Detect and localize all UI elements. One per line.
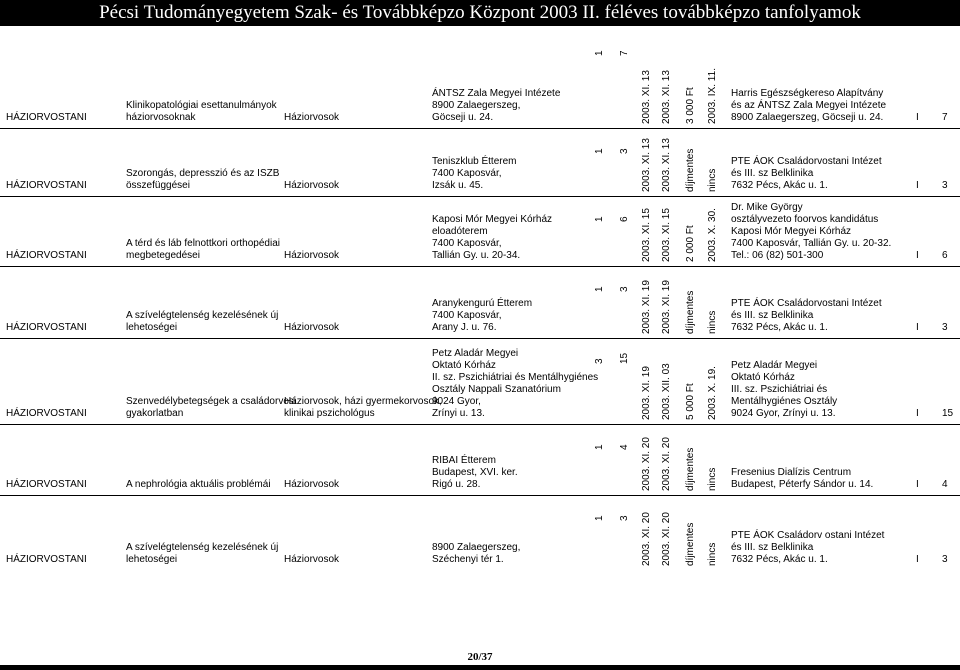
page-number: 20/37: [467, 651, 493, 663]
footer-bar: [0, 665, 960, 670]
credits-cell: 6: [942, 250, 948, 261]
credits-cell: 3: [942, 554, 948, 565]
category-cell: HÁZIORVOSTANI: [6, 322, 87, 333]
contact-cell-line: 8900 Zalaegerszeg, Göcseji u. 24.: [731, 112, 884, 123]
hours-cell: 3: [619, 286, 630, 292]
row-divider: [0, 196, 960, 197]
venue-cell-line: ÁNTSZ Zala Megyei Intézete: [432, 88, 561, 99]
venue-cell-line: 7400 Kaposvár,: [432, 310, 502, 321]
row-divider: [0, 424, 960, 425]
date-from-cell: 2003. XI. 20: [641, 437, 652, 491]
contact-cell-line: 7400 Kaposvár, Tallián Gy. u. 20-32.: [731, 238, 892, 249]
venue-cell-line: 9024 Gyor,: [432, 396, 481, 407]
venue-cell-line: Zrínyi u. 13.: [432, 408, 485, 419]
credits-cell: 7: [942, 112, 948, 123]
code-cell: I: [916, 112, 919, 123]
audience-cell-line: Háziorvosok: [284, 112, 340, 123]
deadline-cell: nincs: [707, 168, 718, 192]
audience-cell-line: klinikai pszichológus: [284, 408, 375, 419]
contact-cell-line: 7632 Pécs, Akác u. 1.: [731, 322, 828, 333]
contact-cell-line: Mentálhygiénes Osztály: [731, 396, 838, 407]
venue-cell-line: Arany J. u. 76.: [432, 322, 497, 333]
credits-cell: 3: [942, 322, 948, 333]
date-to-cell: 2003. XI. 19: [661, 280, 672, 334]
days-cell: 1: [594, 50, 605, 56]
venue-cell-line: Budapest, XVI. ker.: [432, 467, 518, 478]
deadline-cell: 2003. X. 30.: [707, 208, 718, 262]
course-title-line: lehetoségei: [126, 554, 178, 565]
contact-cell-line: Oktató Kórház: [731, 372, 795, 383]
contact-cell-line: Harris Egészségkereso Alapítvány: [731, 88, 884, 99]
date-to-cell: 2003. XII. 03: [661, 363, 672, 420]
code-cell: I: [916, 408, 919, 419]
audience-cell-line: Háziorvosok: [284, 554, 340, 565]
fee-cell: díjmentes: [685, 290, 696, 334]
days-cell: 3: [594, 358, 605, 364]
days-cell: 1: [594, 444, 605, 450]
date-to-cell: 2003. XI. 13: [661, 138, 672, 192]
contact-cell-line: PTE ÁOK Családorv ostani Intézet: [731, 530, 885, 541]
venue-cell-line: RIBAI Étterem: [432, 455, 496, 466]
contact-cell-line: III. sz. Pszichiátriai és: [731, 384, 828, 395]
venue-cell-line: 7400 Kaposvár,: [432, 238, 502, 249]
hours-cell: 3: [619, 515, 630, 521]
row-divider: [0, 495, 960, 496]
deadline-cell: 2003. IX. 11.: [707, 68, 718, 124]
category-cell: HÁZIORVOSTANI: [6, 554, 87, 565]
fee-cell: díjmentes: [685, 522, 696, 566]
fee-cell: 3 000 Ft: [685, 87, 696, 124]
deadline-cell: nincs: [707, 467, 718, 491]
fee-cell: 5 000 Ft: [685, 383, 696, 420]
contact-cell-line: 9024 Gyor, Zrínyi u. 13.: [731, 408, 836, 419]
category-cell: HÁZIORVOSTANI: [6, 408, 87, 419]
fee-cell: díjmentes: [685, 447, 696, 491]
deadline-cell: 2003. X. 19.: [707, 366, 718, 420]
contact-cell-line: Fresenius Dialízis Centrum: [731, 467, 852, 478]
code-cell: I: [916, 250, 919, 261]
category-cell: HÁZIORVOSTANI: [6, 479, 87, 490]
date-from-cell: 2003. XI. 19: [641, 366, 652, 420]
page-footer: [0, 651, 960, 663]
contact-cell-line: Tel.: 06 (82) 501-300: [731, 250, 824, 261]
category-cell: HÁZIORVOSTANI: [6, 112, 87, 123]
venue-cell-line: Izsák u. 45.: [432, 180, 484, 191]
category-cell: HÁZIORVOSTANI: [6, 250, 87, 261]
audience-cell-line: Háziorvosok: [284, 250, 340, 261]
course-title-line: A szívelégtelenség kezelésének új: [126, 542, 279, 553]
venue-cell-line: 7400 Kaposvár,: [432, 168, 502, 179]
contact-cell-line: és III. sz Belklinika: [731, 168, 814, 179]
course-title-line: lehetoségei: [126, 322, 178, 333]
venue-cell-line: Göcseji u. 24.: [432, 112, 494, 123]
audience-cell-line: Háziorvosok: [284, 479, 340, 490]
course-title-line: A nephrológia aktuális problémái: [126, 479, 271, 490]
code-cell: I: [916, 554, 919, 565]
venue-cell-line: II. sz. Pszichiátriai és Mentálhygiénes: [432, 372, 599, 383]
contact-cell-line: és az ÁNTSZ Zala Megyei Intézete: [731, 100, 887, 111]
date-to-cell: 2003. XI. 15: [661, 208, 672, 262]
date-from-cell: 2003. XI. 20: [641, 512, 652, 566]
course-title-line: A térd és láb felnottkori orthopédiai: [126, 238, 280, 249]
contact-cell-line: osztályvezeto foorvos kandidátus: [731, 214, 879, 225]
course-title-line: Klinikopatológiai esettanulmányok: [126, 100, 277, 111]
venue-cell-line: Petz Aladár Megyei: [432, 348, 519, 359]
days-cell: 1: [594, 216, 605, 222]
venue-cell-line: 8900 Zalaegerszeg,: [432, 100, 521, 111]
days-cell: 1: [594, 148, 605, 154]
page-title: Pécsi Tudományegyetem Szak- és Továbbképzo Központ 2003 II. féléves továbbképzo tanfolyamok: [0, 0, 960, 26]
venue-cell-line: Teniszklub Étterem: [432, 156, 517, 167]
date-to-cell: 2003. XI. 20: [661, 437, 672, 491]
course-title-line: megbetegedései: [126, 250, 200, 261]
date-to-cell: 2003. XI. 13: [661, 70, 672, 124]
hours-cell: 15: [619, 352, 630, 364]
date-from-cell: 2003. XI. 13: [641, 70, 652, 124]
date-from-cell: 2003. XI. 15: [641, 208, 652, 262]
contact-cell-line: 7632 Pécs, Akác u. 1.: [731, 180, 828, 191]
audience-cell-line: Háziorvosok, házi gyermekorvosok,: [284, 396, 442, 407]
deadline-cell: nincs: [707, 542, 718, 566]
contact-cell-line: Petz Aladár Megyei: [731, 360, 818, 371]
fee-cell: 2 000 Ft: [685, 225, 696, 262]
row-divider: [0, 266, 960, 267]
contact-cell-line: és III. sz Belklinika: [731, 310, 814, 321]
code-cell: I: [916, 322, 919, 333]
contact-cell-line: PTE ÁOK Családorvostani Intézet: [731, 156, 882, 167]
audience-cell-line: Háziorvosok: [284, 180, 340, 191]
venue-cell-line: Rigó u. 28.: [432, 479, 481, 490]
venue-cell-line: 8900 Zalaegerszeg,: [432, 542, 521, 553]
contact-cell-line: 7632 Pécs, Akác u. 1.: [731, 554, 828, 565]
deadline-cell: nincs: [707, 310, 718, 334]
hours-cell: 3: [619, 148, 630, 154]
date-from-cell: 2003. XI. 19: [641, 280, 652, 334]
audience-cell-line: Háziorvosok: [284, 322, 340, 333]
row-divider: [0, 338, 960, 339]
venue-cell-line: Osztály Nappali Szanatórium: [432, 384, 561, 395]
contact-cell-line: PTE ÁOK Családorvostani Intézet: [731, 298, 882, 309]
venue-cell-line: Oktató Kórház: [432, 360, 496, 371]
date-to-cell: 2003. XI. 20: [661, 512, 672, 566]
date-from-cell: 2003. XI. 13: [641, 138, 652, 192]
contact-cell-line: Budapest, Péterfy Sándor u. 14.: [731, 479, 874, 490]
contact-cell-line: Dr. Mike György: [731, 202, 803, 213]
category-cell: HÁZIORVOSTANI: [6, 180, 87, 191]
credits-cell: 3: [942, 180, 948, 191]
course-title-line: gyakorlatban: [126, 408, 184, 419]
course-title-line: Szenvedélybetegségek a családorvosi: [126, 396, 297, 407]
venue-cell-line: Széchenyi tér 1.: [432, 554, 504, 565]
hours-cell: 6: [619, 216, 630, 222]
row-divider: [0, 128, 960, 129]
venue-cell-line: Tallián Gy. u. 20-34.: [432, 250, 521, 261]
credits-cell: 4: [942, 479, 948, 490]
course-title-line: Szorongás, depresszió és az ISZB: [126, 168, 280, 179]
contact-cell-line: és III. sz Belklinika: [731, 542, 814, 553]
hours-cell: 7: [619, 50, 630, 56]
credits-cell: 15: [942, 408, 954, 419]
code-cell: I: [916, 479, 919, 490]
days-cell: 1: [594, 286, 605, 292]
days-cell: 1: [594, 515, 605, 521]
code-cell: I: [916, 180, 919, 191]
hours-cell: 4: [619, 444, 630, 450]
contact-cell-line: Kaposi Mór Megyei Kórház: [731, 226, 852, 237]
venue-cell-line: Aranykengurú Étterem: [432, 298, 533, 309]
venue-cell-line: eloadóterem: [432, 226, 488, 237]
course-title-line: összefüggései: [126, 180, 190, 191]
course-title-line: A szívelégtelenség kezelésének új: [126, 310, 279, 321]
venue-cell-line: Kaposi Mór Megyei Kórház: [432, 214, 553, 225]
fee-cell: díjmentes: [685, 148, 696, 192]
course-title-line: háziorvosoknak: [126, 112, 196, 123]
